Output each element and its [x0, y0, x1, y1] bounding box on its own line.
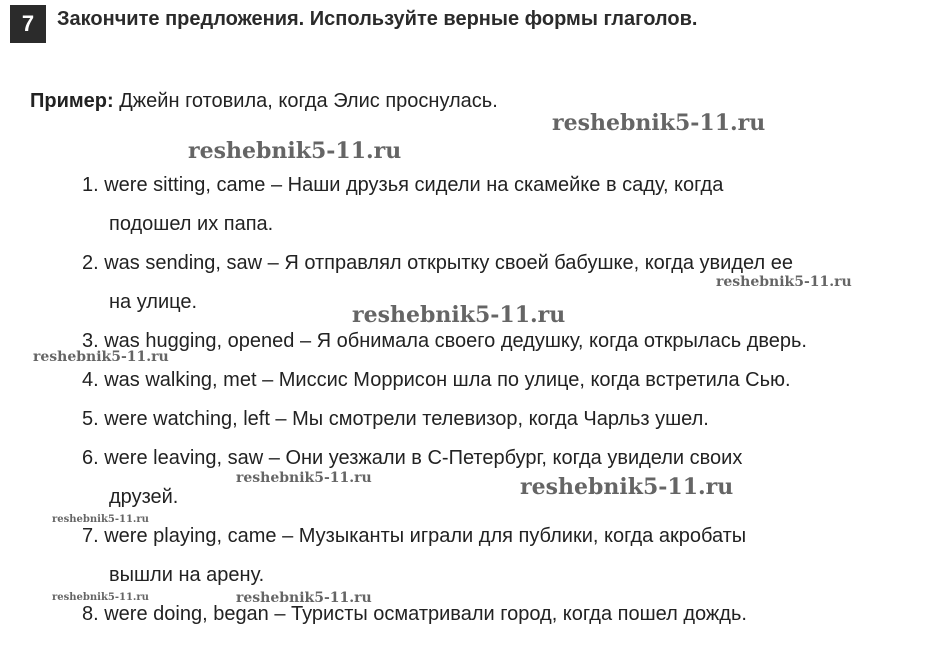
answer-item-text: 7. were playing, came – Музыканты играли для публики, когда акробаты [82, 525, 747, 547]
watermark: reshebnik5-11.ru [552, 110, 766, 136]
answer-item-6 [82, 439, 921, 517]
answer-list [82, 166, 921, 634]
task-number-badge: 7 [10, 5, 46, 43]
answer-item-continuation: на улице. [109, 291, 198, 313]
answer-item-text: 6. were leaving, saw – Они уезжали в С-Петербург, когда увидели своих [82, 447, 743, 469]
watermark: reshebnik5-11.ru [52, 514, 149, 525]
example-line [30, 90, 498, 113]
example-text: Джейн готовила, когда Элис проснулась. [113, 90, 498, 112]
answer-item-text: 3. was hugging, opened – Я обнимала своего дедушку, когда открылась дверь. [82, 330, 807, 352]
watermark: reshebnik5-11.ru [188, 138, 402, 164]
watermark: reshebnik5-11.ru [520, 474, 734, 500]
answer-item-continuation: друзей. [109, 486, 179, 508]
answer-item-8 [82, 595, 921, 634]
answer-item-continuation: вышли на арену. [109, 564, 265, 586]
answer-item-text: 8. were doing, began – Туристы осматривали город, когда пошел дождь. [82, 603, 747, 625]
watermark: reshebnik5-11.ru [236, 470, 372, 486]
answer-item-text: 5. were watching, left – Мы смотрели телевизор, когда Чарльз ушел. [82, 408, 709, 430]
watermark: reshebnik5-11.ru [352, 302, 566, 328]
answer-item-text: 4. was walking, met – Миссис Моррисон шла по улице, когда встретила Сью. [82, 369, 791, 391]
answer-item-text: 2. was sending, saw – Я отправлял открытку своей бабушке, когда увидел ее [82, 252, 793, 274]
answer-item-text: 1. were sitting, came – Наши друзья сидели на скамейке в саду, когда [82, 174, 724, 196]
watermark: reshebnik5-11.ru [33, 349, 169, 365]
task-title: Закончите предложения. Используйте верные формы глаголов. [57, 8, 698, 30]
watermark: reshebnik5-11.ru [236, 590, 372, 606]
answer-item-7 [82, 517, 921, 595]
answer-item-4 [82, 361, 921, 400]
answer-item-1 [82, 166, 921, 244]
answer-item-5 [82, 400, 921, 439]
answer-item-continuation: подошел их папа. [109, 213, 274, 235]
watermark: reshebnik5-11.ru [716, 274, 852, 290]
watermark: reshebnik5-11.ru [52, 592, 149, 603]
example-label: Пример: [30, 90, 114, 112]
